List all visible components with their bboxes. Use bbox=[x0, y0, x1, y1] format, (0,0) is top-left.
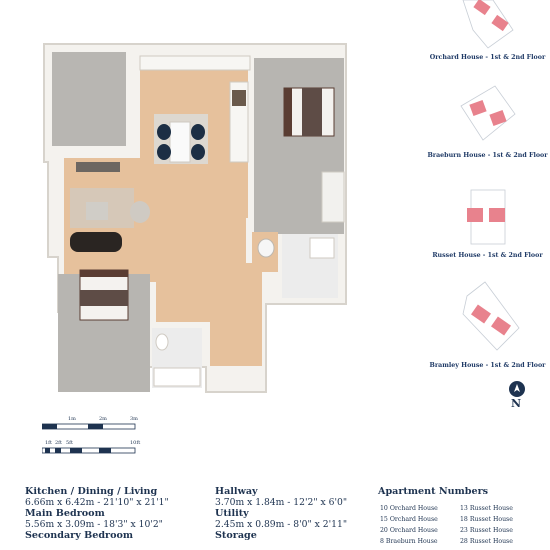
compass bbox=[506, 380, 528, 414]
washing-machine-icon bbox=[258, 239, 274, 257]
apartment-numbers-title: Apartment Numbers bbox=[378, 486, 489, 497]
room-name: Hallway bbox=[215, 486, 258, 497]
room-name: Kitchen / Dining / Living bbox=[25, 486, 158, 497]
hob-icon bbox=[232, 90, 246, 106]
apartment-number: 20 Orchard House bbox=[380, 527, 438, 534]
ensuite-toilet-icon bbox=[310, 238, 334, 258]
site-thumbnail-icon bbox=[453, 0, 523, 50]
main-bed-headboard bbox=[284, 88, 292, 136]
site-key-caption: Braeburn House - 1st & 2nd Floor bbox=[427, 152, 548, 159]
scale-label-imperial: 10ft bbox=[130, 440, 141, 446]
coffee-table bbox=[86, 202, 108, 220]
room-name: Storage bbox=[215, 530, 257, 541]
kitchen-counter-top bbox=[140, 56, 250, 70]
scale-bar-graphic bbox=[42, 418, 137, 460]
room-dims: 6.66m x 6.42m - 21'10" x 21'1" bbox=[25, 497, 169, 508]
scale-label-imperial: 1ft bbox=[45, 440, 53, 446]
compass-letter: N bbox=[511, 397, 522, 410]
apartment-column-1 bbox=[380, 503, 438, 547]
room-name: Utility bbox=[215, 508, 249, 519]
secondary-bed-throw bbox=[80, 290, 128, 306]
toilet-icon bbox=[156, 334, 168, 350]
site-key-caption: Bramley House - 1st & 2nd Floor bbox=[429, 362, 546, 369]
apartment-number: 8 Braeburn House bbox=[380, 538, 438, 545]
wardrobe bbox=[322, 172, 344, 222]
apartment-number: 28 Russet House bbox=[460, 538, 513, 545]
dining-chair-icon bbox=[191, 124, 205, 140]
site-thumbnail-icon bbox=[453, 278, 523, 358]
scale-label-imperial: 2ft bbox=[55, 440, 63, 446]
floor-plan bbox=[40, 42, 350, 402]
site-thumbnail-icon bbox=[453, 182, 523, 248]
dining-chair-icon bbox=[157, 144, 171, 160]
room-name: Main Bedroom bbox=[25, 508, 105, 519]
store-room-carpet bbox=[52, 52, 126, 146]
apartment-number: 13 Russet House bbox=[460, 505, 513, 512]
tv-unit bbox=[76, 162, 120, 172]
floor-plan-drawing bbox=[40, 42, 350, 402]
scale-bar bbox=[42, 416, 141, 464]
bath-icon bbox=[154, 368, 200, 386]
room-column-left bbox=[25, 486, 215, 541]
site-key-braeburn bbox=[425, 82, 550, 159]
main-bed-throw bbox=[302, 88, 322, 136]
site-key-caption: Orchard House - 1st & 2nd Floor bbox=[429, 54, 546, 61]
apartment-number: 10 Orchard House bbox=[380, 505, 438, 512]
site-key-russet bbox=[425, 182, 550, 259]
dining-table bbox=[170, 122, 190, 162]
scale-label-metric: 1m bbox=[68, 416, 76, 422]
site-key-caption: Russet House - 1st & 2nd Floor bbox=[432, 252, 543, 259]
apartment-column-2 bbox=[460, 503, 513, 547]
apartment-number: 15 Orchard House bbox=[380, 516, 438, 523]
dining-chair-icon bbox=[157, 124, 171, 140]
sofa-icon bbox=[70, 232, 122, 252]
apartment-number: 23 Russet House bbox=[460, 527, 513, 534]
apartment-number: 18 Russet House bbox=[460, 516, 513, 523]
room-dims: 2.45m x 0.89m - 8'0" x 2'11" bbox=[215, 519, 348, 530]
room-name: Secondary Bedroom bbox=[25, 530, 134, 541]
site-key-orchard bbox=[425, 0, 550, 61]
apartment-numbers bbox=[378, 486, 550, 545]
secondary-bed-headboard bbox=[80, 270, 128, 277]
scale-label-metric: 2m bbox=[99, 416, 107, 422]
room-dims: 3.70m x 1.84m - 12'2" x 6'0" bbox=[215, 497, 348, 508]
armchair-icon bbox=[130, 201, 150, 223]
scale-label-imperial: 5ft bbox=[66, 440, 74, 446]
dining-chair-icon bbox=[191, 144, 205, 160]
site-thumbnail-icon bbox=[453, 82, 523, 148]
site-key-bramley bbox=[425, 278, 550, 369]
room-dims: 5.56m x 3.09m - 18'3" x 10'2" bbox=[25, 519, 163, 530]
room-column-right bbox=[215, 486, 375, 541]
scale-label-metric: 3m bbox=[130, 416, 138, 422]
